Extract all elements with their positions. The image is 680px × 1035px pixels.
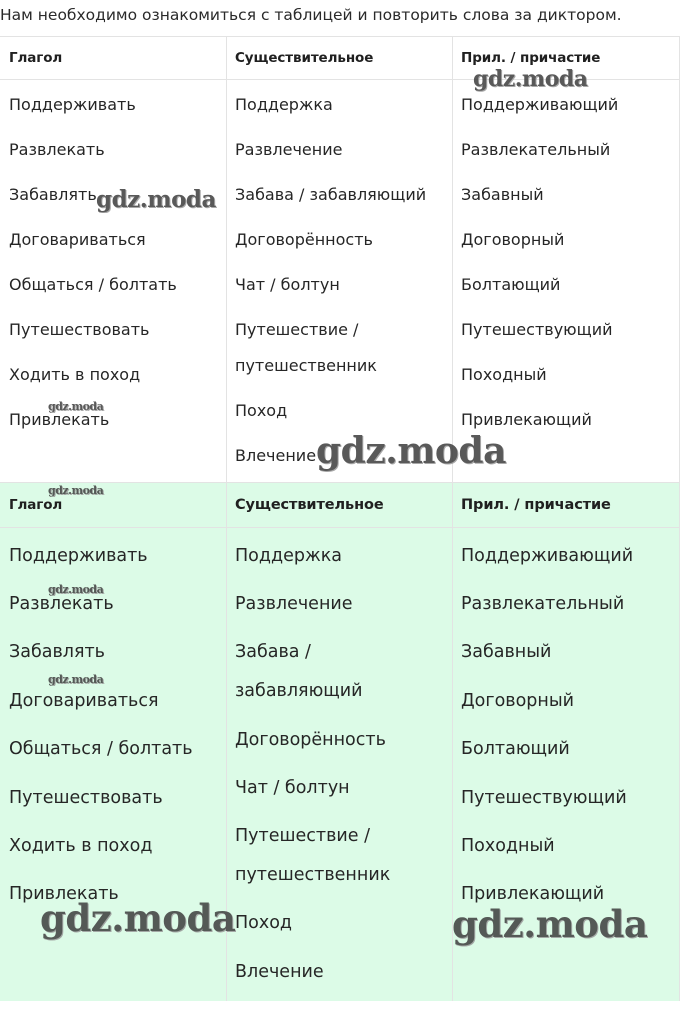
verb-cell: Путешествовать xyxy=(9,788,163,808)
noun-cell: Поддержка xyxy=(235,95,333,114)
noun-cell: Договорённость xyxy=(235,230,373,249)
noun-cell: Развлечение xyxy=(235,594,353,614)
watermark: gdz.moda xyxy=(48,400,104,413)
noun-cell: Договорённость xyxy=(235,730,386,750)
watermark: gdz.moda xyxy=(48,484,104,497)
verb-cell: Общаться / болтать xyxy=(9,275,177,294)
header-verb: Глагол xyxy=(9,50,63,66)
adjective-cell: Походный xyxy=(461,365,547,384)
verb-cell: Забавлять xyxy=(9,185,97,204)
adjective-cell: Забавный xyxy=(461,642,552,662)
watermark: gdz.moda xyxy=(96,186,216,213)
adjective-cell: Привлекающий xyxy=(461,884,605,904)
verb-cell: Путешествовать xyxy=(9,320,150,339)
verb-cell: Поддерживать xyxy=(9,546,148,566)
noun-cell: путешественник xyxy=(235,356,377,375)
adjective-cell: Забавный xyxy=(461,185,544,204)
adjective-cell: Поддерживающий xyxy=(461,95,619,114)
verb-cell: Договариваться xyxy=(9,691,159,711)
watermark: gdz.moda xyxy=(452,902,648,946)
noun-cell: Влечение xyxy=(235,446,317,465)
header-noun: Существительное xyxy=(235,497,384,513)
watermark: gdz.moda xyxy=(48,583,104,596)
noun-cell: Путешествие / xyxy=(235,826,370,846)
adjective-cell: Развлекательный xyxy=(461,594,625,614)
noun-cell: Поход xyxy=(235,401,288,420)
verb-cell: Привлекать xyxy=(9,410,110,429)
verb-cell: Развлекать xyxy=(9,140,105,159)
header-noun: Существительное xyxy=(235,50,374,66)
verb-cell: Поддерживать xyxy=(9,95,136,114)
noun-cell: забавляющий xyxy=(235,681,363,701)
noun-cell: Развлечение xyxy=(235,140,343,159)
adjective-cell: Договорный xyxy=(461,691,575,711)
adjective-cell: Путешествующий xyxy=(461,320,613,339)
adjective-cell: Болтающий xyxy=(461,739,570,759)
noun-cell: путешественник xyxy=(235,865,391,885)
header-verb: Глагол xyxy=(9,497,63,513)
verb-cell: Забавлять xyxy=(9,642,105,662)
noun-cell: Забава / забавляющий xyxy=(235,185,427,204)
adjective-cell: Болтающий xyxy=(461,275,561,294)
watermark: gdz.moda xyxy=(473,66,588,92)
adjective-cell: Договорный xyxy=(461,230,565,249)
noun-cell: Поход xyxy=(235,913,293,933)
adjective-cell: Поддерживающий xyxy=(461,546,634,566)
noun-cell: Путешествие / xyxy=(235,320,359,339)
adjective-cell: Походный xyxy=(461,836,555,856)
header-adjective: Прил. / причастие xyxy=(461,50,601,66)
intro-text: Нам необходимо ознакомиться с таблицей и повторить слова за диктором. xyxy=(0,6,622,24)
verb-cell: Общаться / болтать xyxy=(9,739,193,759)
verb-cell: Привлекать xyxy=(9,884,119,904)
watermark: gdz.moda xyxy=(316,430,506,472)
noun-cell: Чат / болтун xyxy=(235,275,340,294)
adjective-cell: Путешествующий xyxy=(461,788,627,808)
header-adjective: Прил. / причастие xyxy=(461,497,611,513)
verb-cell: Договариваться xyxy=(9,230,146,249)
noun-cell: Забава / xyxy=(235,642,311,662)
watermark: gdz.moda xyxy=(48,673,104,686)
watermark: gdz.moda xyxy=(40,896,236,940)
adjective-cell: Развлекательный xyxy=(461,140,611,159)
verb-cell: Ходить в поход xyxy=(9,836,153,856)
noun-cell: Чат / болтун xyxy=(235,778,350,798)
noun-cell: Поддержка xyxy=(235,546,342,566)
word-table-1 xyxy=(0,36,680,482)
adjective-cell: Привлекающий xyxy=(461,410,592,429)
verb-cell: Ходить в поход xyxy=(9,365,141,384)
noun-cell: Влечение xyxy=(235,962,324,982)
verb-cell: Развлекать xyxy=(9,594,114,614)
